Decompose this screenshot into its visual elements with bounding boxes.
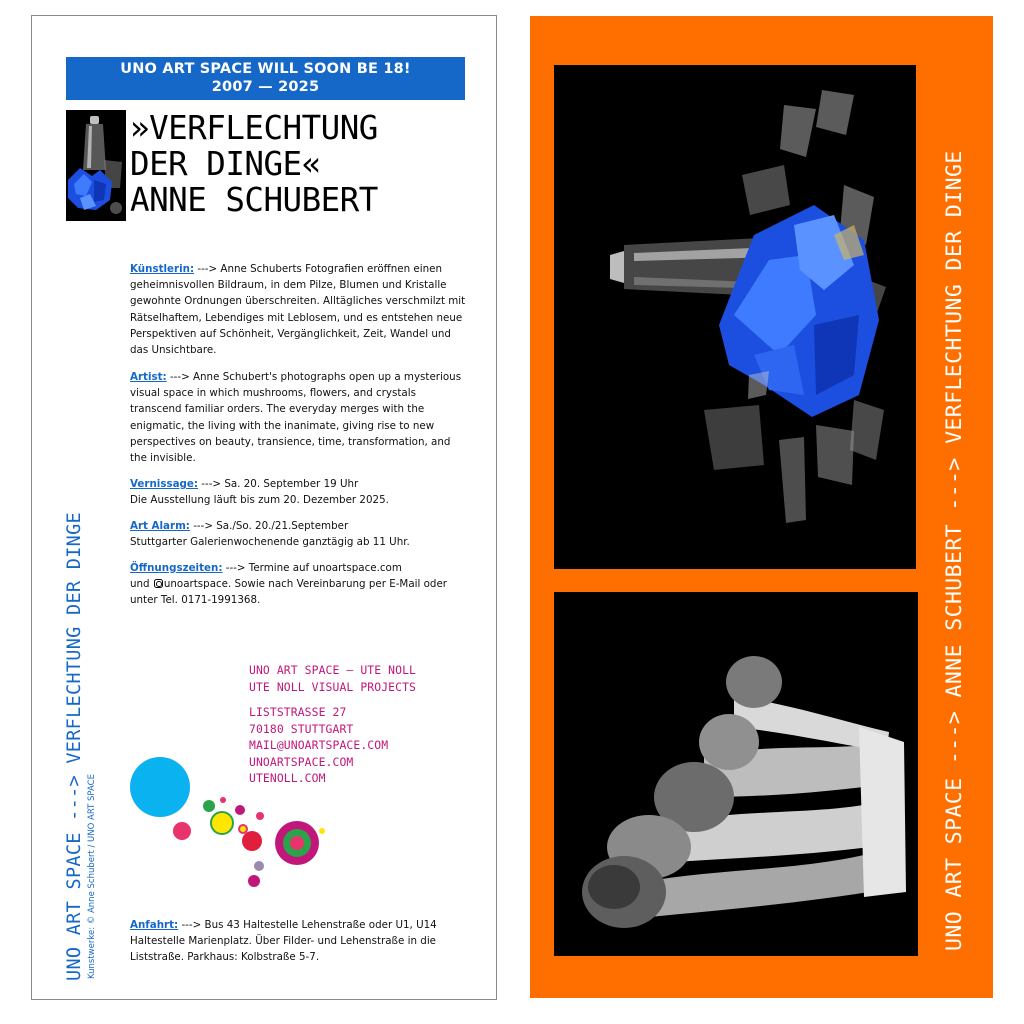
section-vernissage bbox=[130, 476, 468, 508]
vertical-left-caption bbox=[64, 512, 98, 981]
exhibition-title bbox=[130, 110, 470, 218]
anniversary-banner bbox=[66, 57, 465, 100]
section-artist bbox=[130, 369, 468, 466]
instagram-icon bbox=[154, 579, 163, 588]
oeffnungszeiten-und: und bbox=[130, 578, 153, 591]
oeffnungszeiten-line-2: unoartspace. Sowie nach Vereinbarung per E-Mail oder unter Tel. 0171-1991368. bbox=[130, 578, 448, 607]
artist-label: Artist: bbox=[130, 371, 167, 383]
vertical-right-caption: UNO ART SPACE ---> ANNE SCHUBERT ---> VERFLECHTUNG DER DINGE bbox=[942, 150, 967, 951]
art-alarm-line-2: Stuttgarter Galerienwochenende ganztägig ab 11 Uhr. bbox=[130, 536, 410, 549]
vernissage-line-2: Die Ausstellung läuft bis zum 20. Dezember 2025. bbox=[130, 494, 389, 507]
oeffnungszeiten-text: ---> Termine auf unoartspace.com bbox=[222, 562, 402, 574]
title-line-1: »VERFLECHTUNG bbox=[130, 109, 378, 147]
section-art-alarm bbox=[130, 518, 468, 550]
vertical-left-credit: Kunstwerke: © Anne Schubert / UNO ART SPACE bbox=[87, 774, 97, 979]
address-mail: MAIL@UNOARTSPACE.COM bbox=[249, 738, 389, 752]
banner-line-2: 2007 — 2025 bbox=[211, 79, 320, 95]
vernissage-text: ---> Sa. 20. September 19 Uhr bbox=[198, 478, 359, 490]
art-alarm-label: Art Alarm: bbox=[130, 520, 190, 532]
kuenstlerin-text: ---> Anne Schuberts Fotografien eröffnen einen geheimnisvollen Bildraum, in dem Pilze, Blumen und Kristalle gewohnte Ordnungen überschreiten. Alltägliches verschmilzt mit Rätselhaftem, Lebendiges mit Leblosem, und es entstehen neue Perspektiven auf Schönheit, Vergänglichkeit, Zeit, Wandel und das Unsichtbare. bbox=[130, 263, 466, 357]
title-line-3: ANNE SCHUBERT bbox=[130, 181, 378, 219]
section-anfahrt bbox=[130, 917, 468, 966]
kuenstlerin-label: Künstlerin: bbox=[130, 263, 195, 275]
art-alarm-text: ---> Sa./So. 20./21.September bbox=[189, 520, 349, 532]
crystal-thumbnail-image bbox=[66, 110, 126, 221]
flyer-right-panel bbox=[530, 16, 993, 998]
address-web-2: UTENOLL.COM bbox=[249, 771, 326, 785]
address-line-1: UNO ART SPACE – UTE NOLL bbox=[249, 663, 416, 677]
title-line-2: DER DINGE« bbox=[130, 145, 321, 183]
section-oeffnungszeiten bbox=[130, 560, 468, 609]
mushroom-photo bbox=[554, 592, 918, 956]
colored-dots-logo bbox=[122, 736, 342, 906]
vernissage-label: Vernissage: bbox=[130, 478, 199, 490]
flyer-left-panel bbox=[31, 15, 497, 1000]
address-web-1: UNOARTSPACE.COM bbox=[249, 754, 354, 769]
anfahrt-text: ---> Bus 43 Haltestelle Lehenstraße oder U1, U14 Haltestelle Marienplatz. Über Filder- und Lehenstraße in die Liststraße. Parkhaus: Kolbstraße 5-7. bbox=[130, 919, 437, 964]
crystal-still-life-photo bbox=[554, 65, 916, 569]
address-street: LISTSTRASSE 27 bbox=[249, 705, 347, 719]
vertical-left-title: UNO ART SPACE ---> VERFLECHTUNG DER DINGE bbox=[64, 512, 85, 981]
oeffnungszeiten-label: Öffnungszeiten: bbox=[130, 562, 223, 574]
artist-text: ---> Anne Schubert's photographs open up a mysterious visual space in which mushrooms, flowers, and crystals transcend familiar orders. The everyday merges with the enigmatic, the living with the inanimate, giving rise to new perspectives on beauty, transience, time, transformation, and the invisible. bbox=[130, 371, 462, 465]
anfahrt-label: Anfahrt: bbox=[130, 919, 179, 931]
banner-line-1: UNO ART SPACE WILL SOON BE 18! bbox=[120, 61, 411, 77]
address-line-2: UTE NOLL VISUAL PROJECTS bbox=[249, 679, 416, 694]
section-kuenstlerin bbox=[130, 261, 468, 358]
address-city: 70180 STUTTGART bbox=[249, 721, 354, 736]
